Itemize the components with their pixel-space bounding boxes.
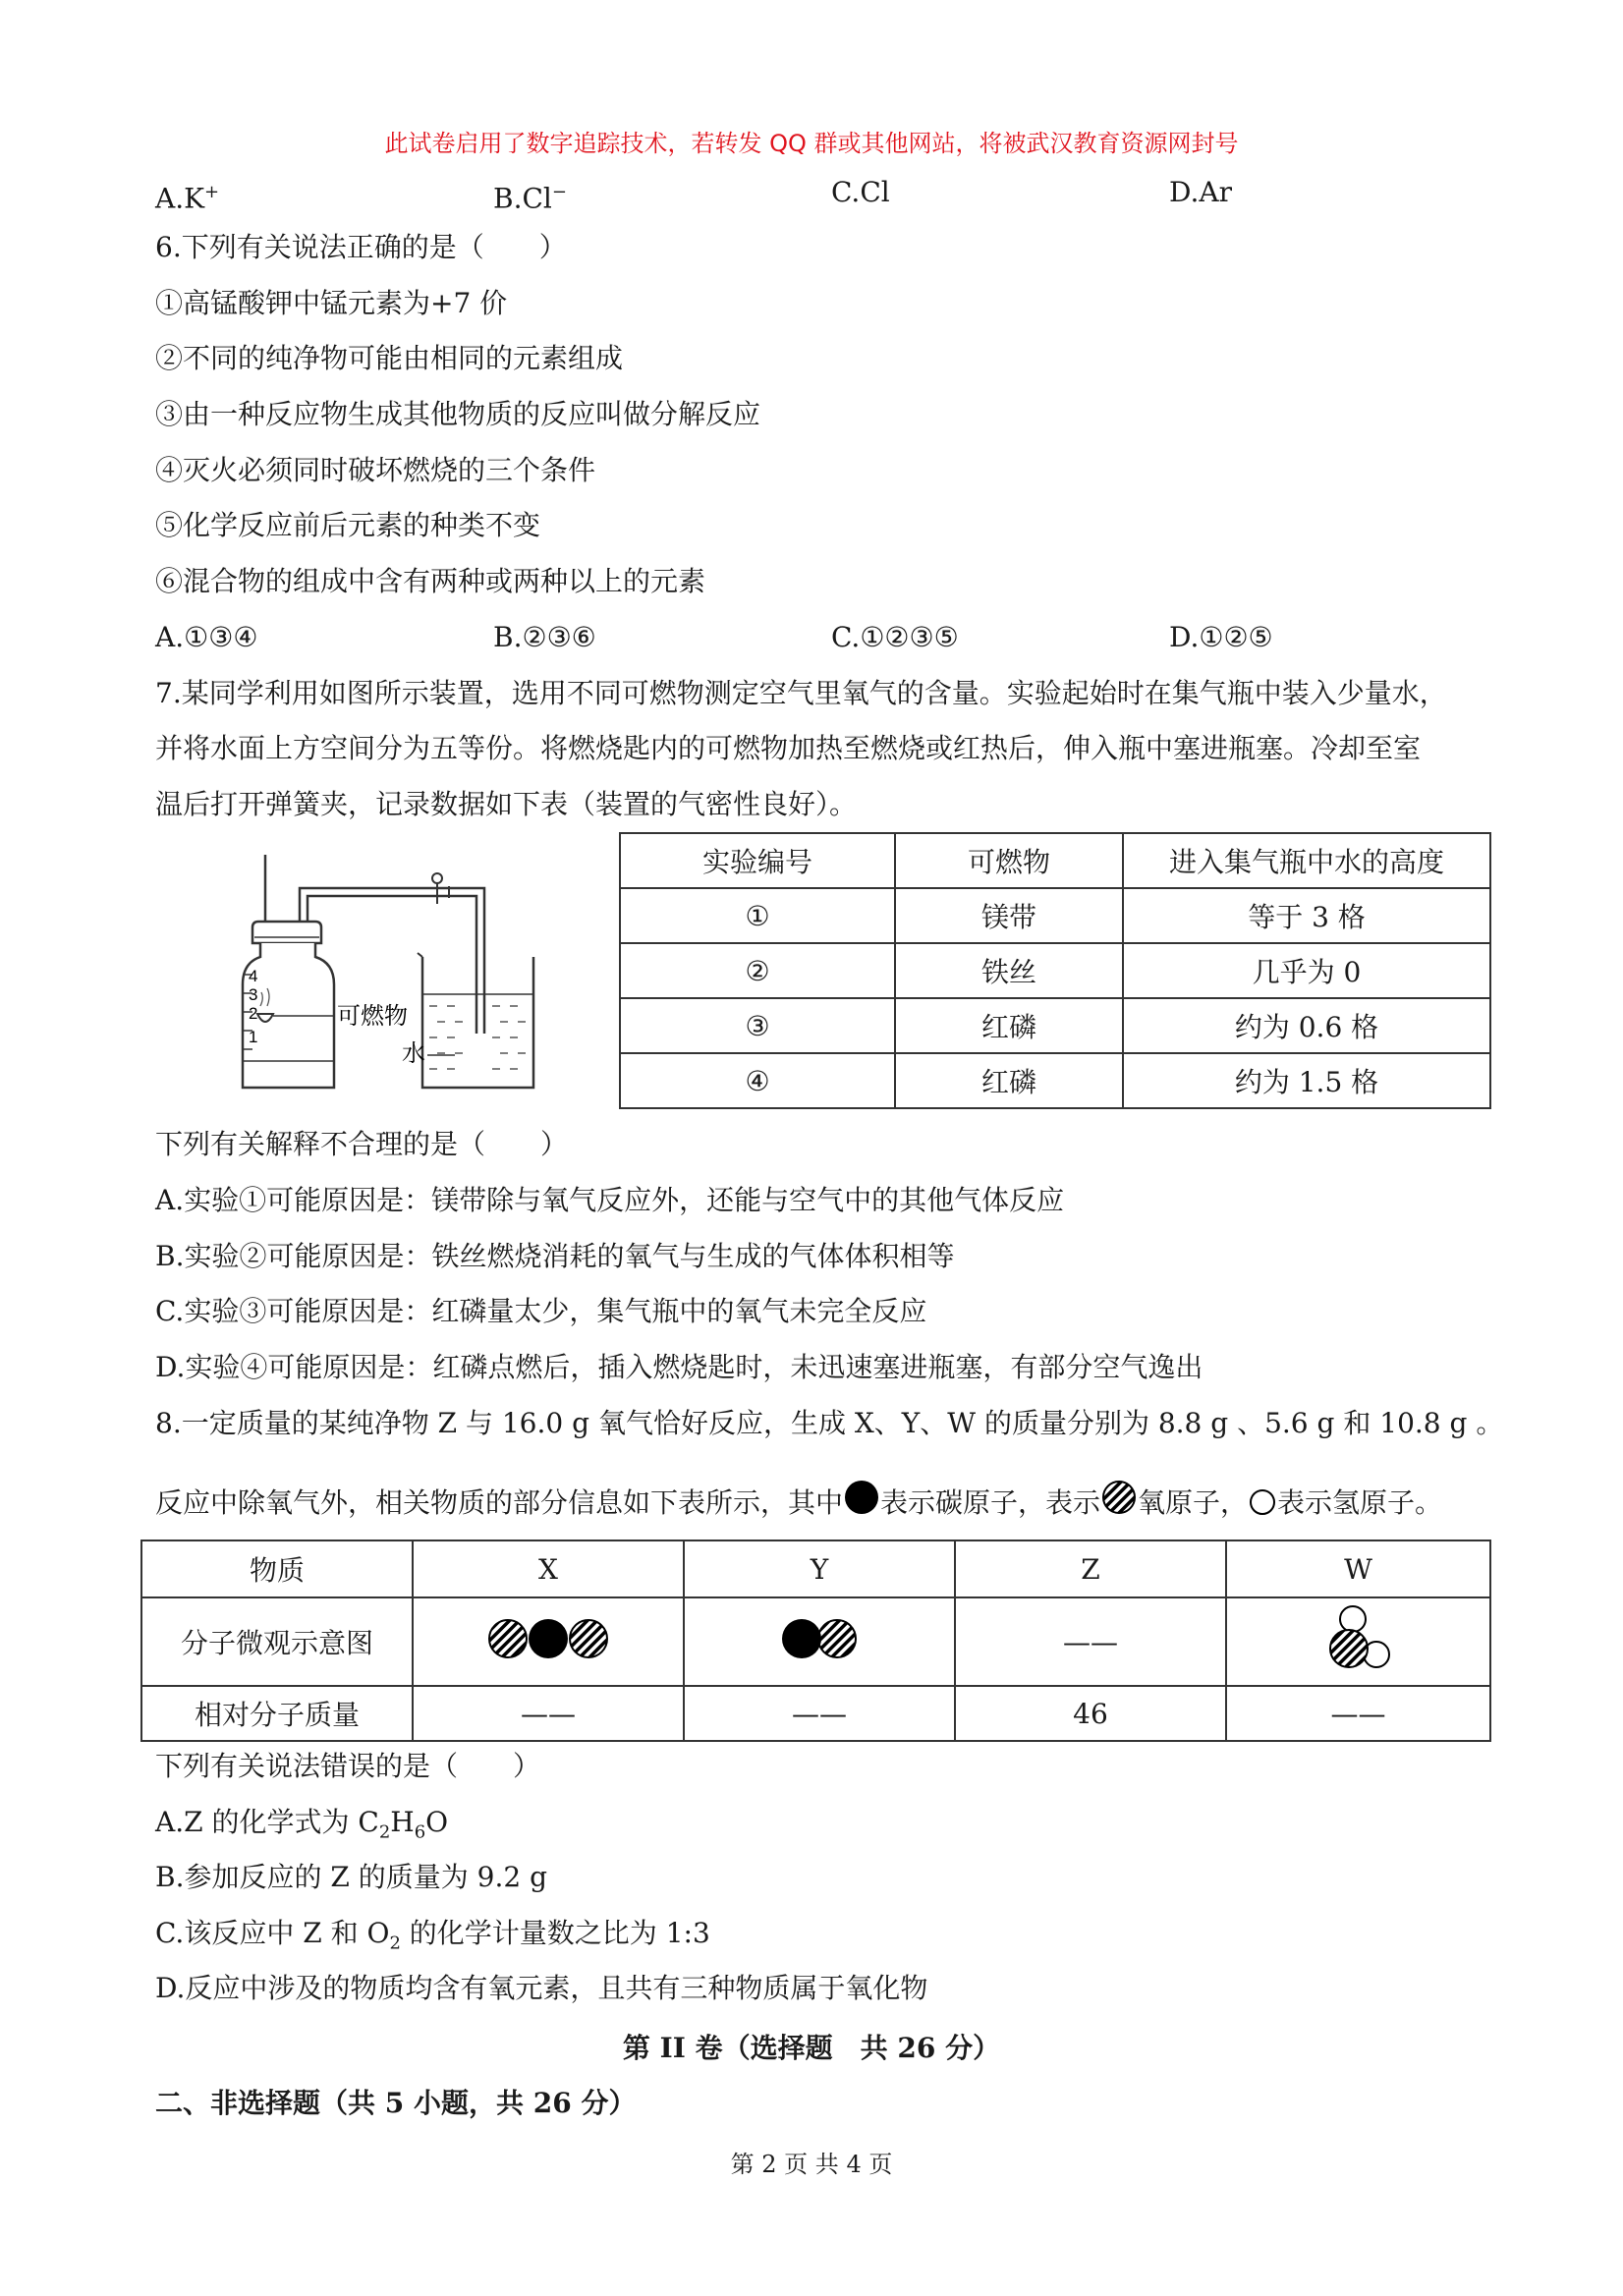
q8-option-d: D.反应中涉及的物质均含有氧元素，且共有三种物质属于氧化物 bbox=[155, 1972, 928, 2004]
q6-item-1: ①高锰酸钾中锰元素为+7 价 bbox=[155, 287, 508, 319]
co2-molecule-icon bbox=[484, 1614, 612, 1663]
q7-table-header bbox=[620, 833, 1490, 888]
q8-question: 下列有关说法错误的是（ ） bbox=[155, 1750, 541, 1782]
q8-col-header: X bbox=[413, 1540, 684, 1597]
q7-stem-line-2: 并将水面上方空间分为五等份。将燃烧匙内的可燃物加热至燃烧或红热后，伸入瓶中塞进瓶塞。冷却至室 bbox=[155, 732, 1422, 764]
table-cell: ① bbox=[620, 888, 895, 943]
q6-item-3: ③由一种反应物生成其他物质的反应叫做分解反应 bbox=[155, 398, 761, 430]
q7-stem-line-3: 温后打开弹簧夹，记录数据如下表（装置的气密性良好）。 bbox=[155, 788, 858, 820]
molecule-y-diagram bbox=[684, 1597, 955, 1686]
q6-option-c: C.①②③⑤ bbox=[831, 621, 959, 653]
q7-col-header: 实验编号 bbox=[620, 833, 895, 888]
jar-mark-2: 2 bbox=[249, 1004, 258, 1023]
carbon-atom-icon bbox=[843, 1481, 880, 1518]
q6-option-d: D.①②⑤ bbox=[1169, 621, 1273, 653]
h2o-molecule-icon bbox=[1319, 1603, 1398, 1674]
table-cell: 约为 1.5 格 bbox=[1123, 1053, 1490, 1108]
apparatus-figure bbox=[221, 847, 575, 1097]
oxygen-atom-icon bbox=[1100, 1481, 1138, 1518]
hydrogen-atom-icon bbox=[1248, 1488, 1277, 1518]
q7-col-header: 可燃物 bbox=[895, 833, 1123, 888]
q6-option-b: B.②③⑥ bbox=[493, 621, 596, 653]
q5-option-c: C.Cl bbox=[831, 176, 890, 208]
q8-option-a: A.Z 的化学式为 $C_2H_6O$ bbox=[155, 1806, 449, 1843]
part2-title: 第 II 卷（选择题 共 26 分） bbox=[622, 2032, 1001, 2064]
table-cell: ② bbox=[620, 943, 895, 998]
q7-option-a: A.实验①可能原因是：镁带除与氧气反应外，还能与空气中的其他气体反应 bbox=[155, 1184, 1065, 1216]
table-row bbox=[620, 1053, 1490, 1108]
q7-col-header: 进入集气瓶中水的高度 bbox=[1123, 833, 1490, 888]
q5-option-d: D.Ar bbox=[1169, 176, 1232, 208]
q6-item-6: ⑥混合物的组成中含有两种或两种以上的元素 bbox=[155, 565, 706, 597]
table-row bbox=[620, 998, 1490, 1053]
q8-table-header bbox=[141, 1540, 1490, 1597]
row-label: 分子微观示意图 bbox=[141, 1597, 413, 1686]
co-molecule-icon bbox=[775, 1614, 864, 1663]
q8-col-header: Y bbox=[684, 1540, 955, 1597]
q7-stem-line-1: 7.某同学利用如图所示装置，选用不同可燃物测定空气里氧气的含量。实验起始时在集气瓶中装入少量水， bbox=[155, 677, 1447, 709]
q8-col-header: 物质 bbox=[141, 1540, 413, 1597]
label-water: 水 bbox=[402, 1039, 425, 1067]
q8-col-header: W bbox=[1226, 1540, 1490, 1597]
q6-stem: 6.下列有关说法正确的是（ ） bbox=[155, 231, 567, 263]
jar-mark-3: 3 bbox=[249, 985, 258, 1004]
table-cell: ④ bbox=[620, 1053, 895, 1108]
q7-option-b: B.实验②可能原因是：铁丝燃烧消耗的氧气与生成的气体体积相等 bbox=[155, 1240, 955, 1272]
q8-col-header: Z bbox=[955, 1540, 1226, 1597]
tracking-notice: 此试卷启用了数字追踪技术，若转发 QQ 群或其他网站，将被武汉教育资源网封号 bbox=[384, 130, 1239, 157]
q8-option-b: B.参加反应的 Z 的质量为 9.2 g bbox=[155, 1861, 547, 1893]
table-cell: 红磷 bbox=[895, 998, 1123, 1053]
label-combustible: 可燃物 bbox=[337, 1002, 408, 1030]
table-cell: 几乎为 0 bbox=[1123, 943, 1490, 998]
q8-stem-line-1: 8.一定质量的某纯净物 Z 与 16.0 g 氧气恰好反应，生成 X、Y、W 的质量分别为 8.8 g 、5.6 g 和 10.8 g 。 bbox=[155, 1407, 1504, 1439]
table-cell: 约为 0.6 格 bbox=[1123, 998, 1490, 1053]
q7-option-d: D.实验④可能原因是：红磷点燃后，插入燃烧匙时，未迅速塞进瓶塞，有部分空气逸出 bbox=[155, 1351, 1203, 1383]
molecule-z-diagram: —— bbox=[955, 1597, 1226, 1686]
molecule-w-diagram bbox=[1226, 1597, 1490, 1686]
page-footer: 第 2 页 共 4 页 bbox=[730, 2151, 893, 2178]
q6-item-5: ⑤化学反应前后元素的种类不变 bbox=[155, 509, 541, 541]
row-label: 相对分子质量 bbox=[141, 1686, 413, 1741]
q8-stem-line-2: 反应中除氧气外，相关物质的部分信息如下表所示，其中 表示碳原子，表示 氧原子， 表示氢原子。 bbox=[155, 1481, 1442, 1521]
table-cell: 红磷 bbox=[895, 1053, 1123, 1108]
table-cell: —— bbox=[684, 1686, 955, 1741]
table-cell: 镁带 bbox=[895, 888, 1123, 943]
q5-option-a: A.K+ bbox=[155, 182, 220, 215]
table-cell: ③ bbox=[620, 998, 895, 1053]
table-cell: —— bbox=[1226, 1686, 1490, 1741]
table-row bbox=[620, 888, 1490, 943]
table-cell: 等于 3 格 bbox=[1123, 888, 1490, 943]
q7-option-c: C.实验③可能原因是：红磷量太少，集气瓶中的氧气未完全反应 bbox=[155, 1295, 927, 1327]
q8-table bbox=[140, 1540, 1491, 1742]
table-cell: —— bbox=[413, 1686, 684, 1741]
q5-option-b: B.Cl− bbox=[493, 182, 567, 215]
table-row bbox=[141, 1686, 1490, 1741]
table-cell: 铁丝 bbox=[895, 943, 1123, 998]
q6-option-a: A.①③④ bbox=[155, 621, 258, 653]
q6-item-2: ②不同的纯净物可能由相同的元素组成 bbox=[155, 342, 624, 374]
jar-mark-4: 4 bbox=[249, 967, 258, 985]
q8-option-c: C.该反应中 Z 和 $O_2$ 的化学计量数之比为 1:3 bbox=[155, 1917, 710, 1954]
jar-mark-1: 1 bbox=[249, 1028, 258, 1046]
table-row bbox=[141, 1597, 1490, 1686]
section2-title: 二、非选择题（共 5 小题，共 26 分） bbox=[155, 2087, 637, 2119]
table-row bbox=[620, 943, 1490, 998]
q7-question: 下列有关解释不合理的是（ ） bbox=[155, 1128, 569, 1160]
table-cell: 46 bbox=[955, 1686, 1226, 1741]
molecule-x-diagram bbox=[413, 1597, 684, 1686]
q7-table bbox=[619, 832, 1491, 1109]
q6-item-4: ④灭火必须同时破坏燃烧的三个条件 bbox=[155, 454, 596, 486]
